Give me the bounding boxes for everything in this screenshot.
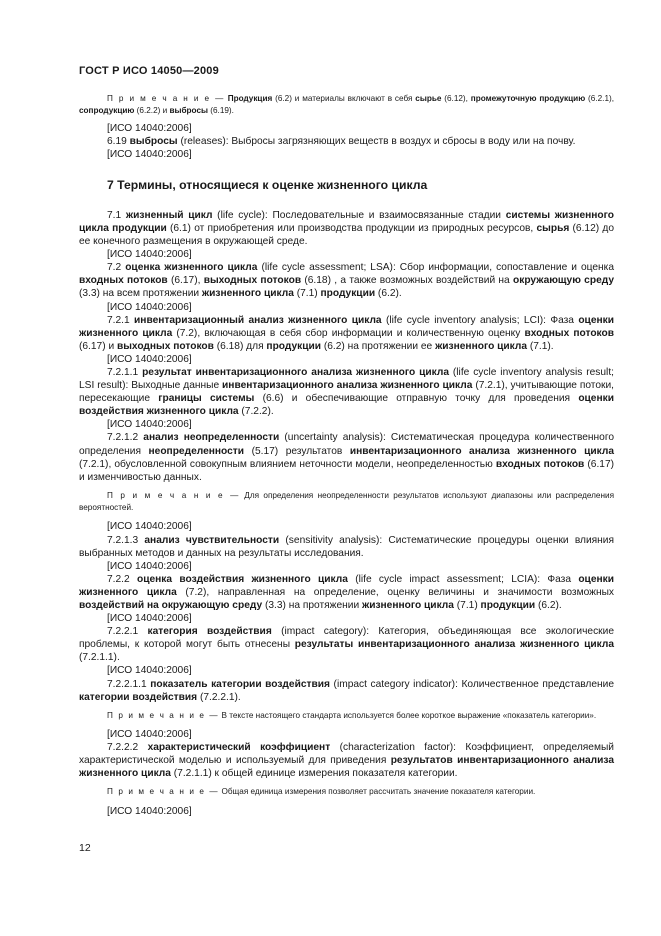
note-unit: П р и м е ч а н и е — Общая единица измерения позволяет рассчитать значение показателя категории.: [107, 787, 536, 797]
document-header: ГОСТ Р ИСО 14050—2009: [79, 65, 219, 77]
note-indicator: П р и м е ч а н и е — В тексте настоящего стандарта используется более короткое выражение «показатель категории».: [107, 710, 597, 720]
reference: [ИСО 14040:2006]: [107, 419, 192, 431]
reference: [ИСО 14040:2006]: [107, 521, 192, 533]
definition-7-2-1: 7.2.1 инвентаризационный анализ жизненного цикла (life cycle inventory analysis; LCI): Фаза оценки жизненного цикла (7.2), включающая в себя сбор информации и количественную оценку входных потоков (6.17) и выходных потоков (6.18) для продукции (6.2) на протяжении ее жизненного цикла (7.1).: [79, 314, 615, 352]
definition-7-2-1-1: 7.2.1.1 результат инвентаризационного анализа жизненного цикла (life cycle inventory analysis result; LSI result): Выходные данные инвентаризационного анализа жизненного цикла (7.2.1), учитывающие потоки, пересекающие границы системы (6.6) и обеспечивающие отправную точку для проведения оценки воздействия жизненного цикла (7.2.2).: [79, 367, 614, 418]
definition-7-2-2-2: 7.2.2.2 характеристический коэффициент (characterization factor): Коэффициент, определяемый характеристической моделью и используемый для приведения результатов инвентаризационного анализа жизненного цикла (7.2.1.1) к общей единице измерения показателя категории.: [79, 742, 615, 780]
reference: [ИСО 14040:2006]: [107, 805, 192, 817]
page-number: 12: [79, 842, 91, 854]
reference: [ИСО 14040:2006]: [107, 122, 192, 134]
reference: [ИСО 14040:2006]: [107, 148, 192, 160]
reference: [ИСО 14040:2006]: [107, 665, 192, 677]
definition-7-2-2: 7.2.2 оценка воздействия жизненного цикла (life cycle impact assessment; LCIA): Фаза оценки жизненного цикла (7.2), направленная на определение, оценку величины и значимости возможных воздействий на окружающую среду (3.3) на протяжении жизненного цикла (7.1) продукции (6.2).: [79, 573, 614, 611]
note-label: П р и м е ч а н и е —: [107, 490, 240, 500]
definition-7-1: 7.1 жизненный цикл (life cycle): Последовательные и взаимосвязанные стадии системы жизненного цикла продукции (6.1) от приобретения или производства продукции из природных ресурсов, сырья (6.12) до ее конечного размещения в окружающей среде.: [79, 209, 614, 248]
reference: [ИСО 14040:2006]: [107, 613, 192, 625]
definition-7-2-1-2: 7.2.1.2 анализ неопределенности (uncertainty analysis): Систематическая процедура количественного определения неопределенности (5.17) результатов инвентаризационного анализа жизненного цикла (7.2.1), обусловленной совокупным влиянием неточности модели, неопределенностью входных потоков (6.17) и изменчивостью данных.: [79, 432, 614, 483]
reference: [ИСО 14040:2006]: [107, 560, 192, 572]
definition-7-2: 7.2 оценка жизненного цикла (life cycle assessment; LSA): Сбор информации, сопоставление и оценка входных потоков (6.17), выходных потоков (6.18) , а также возможных воздействий на окружающую среду (3.3) на всем протяжении жизненного цикла (7.1) продукции (6.2).: [79, 262, 614, 300]
document-body: [79, 93, 614, 818]
reference: [ИСО 14040:2006]: [107, 249, 192, 261]
definition-7-2-1-3: 7.2.1.3 анализ чувствительности (sensitivity analysis): Систематические процедуры оценки влияния выбранных методов и данных на результаты исследования.: [79, 534, 615, 559]
reference: [ИСО 14040:2006]: [107, 301, 192, 313]
note-label: П р и м е ч а н и е —: [107, 710, 220, 720]
section-heading: 7 Термины, относящиеся к оценке жизненного цикла: [107, 177, 428, 192]
note-uncertainty: П р и м е ч а н и е — Для определения неопределенности результатов используют диапазоны или распределения вероятностей.: [79, 490, 615, 513]
definition-6-19: 6.19 выбросы (releases): Выбросы загрязняющих веществ в воздух и сбросы в воду или на почву.: [107, 135, 576, 147]
reference: [ИСО 14040:2006]: [107, 353, 192, 365]
reference: [ИСО 14040:2006]: [107, 729, 192, 741]
note-products: П р и м е ч а н и е — Продукция (6.2) и материалы включают в себя сырье (6.12), промежуточную продукцию (6.2.1), сопродукцию (6.2.2) и выбросы (6.19).: [79, 94, 614, 116]
definition-7-2-2-1: 7.2.2.1 категория воздействия (impact category): Категория, объединяющая все экологические проблемы, к которой могут быть отнесены результаты инвентаризационного анализа жизненного цикла (7.2.1.1).: [79, 626, 614, 664]
note-label: П р и м е ч а н и е —: [107, 94, 225, 103]
note-label: П р и м е ч а н и е —: [107, 787, 220, 797]
definition-7-2-2-1-1: 7.2.2.1.1 показатель категории воздействия (impact category indicator): Количественное представление категории воздействия (7.2.2.1).: [79, 678, 615, 703]
